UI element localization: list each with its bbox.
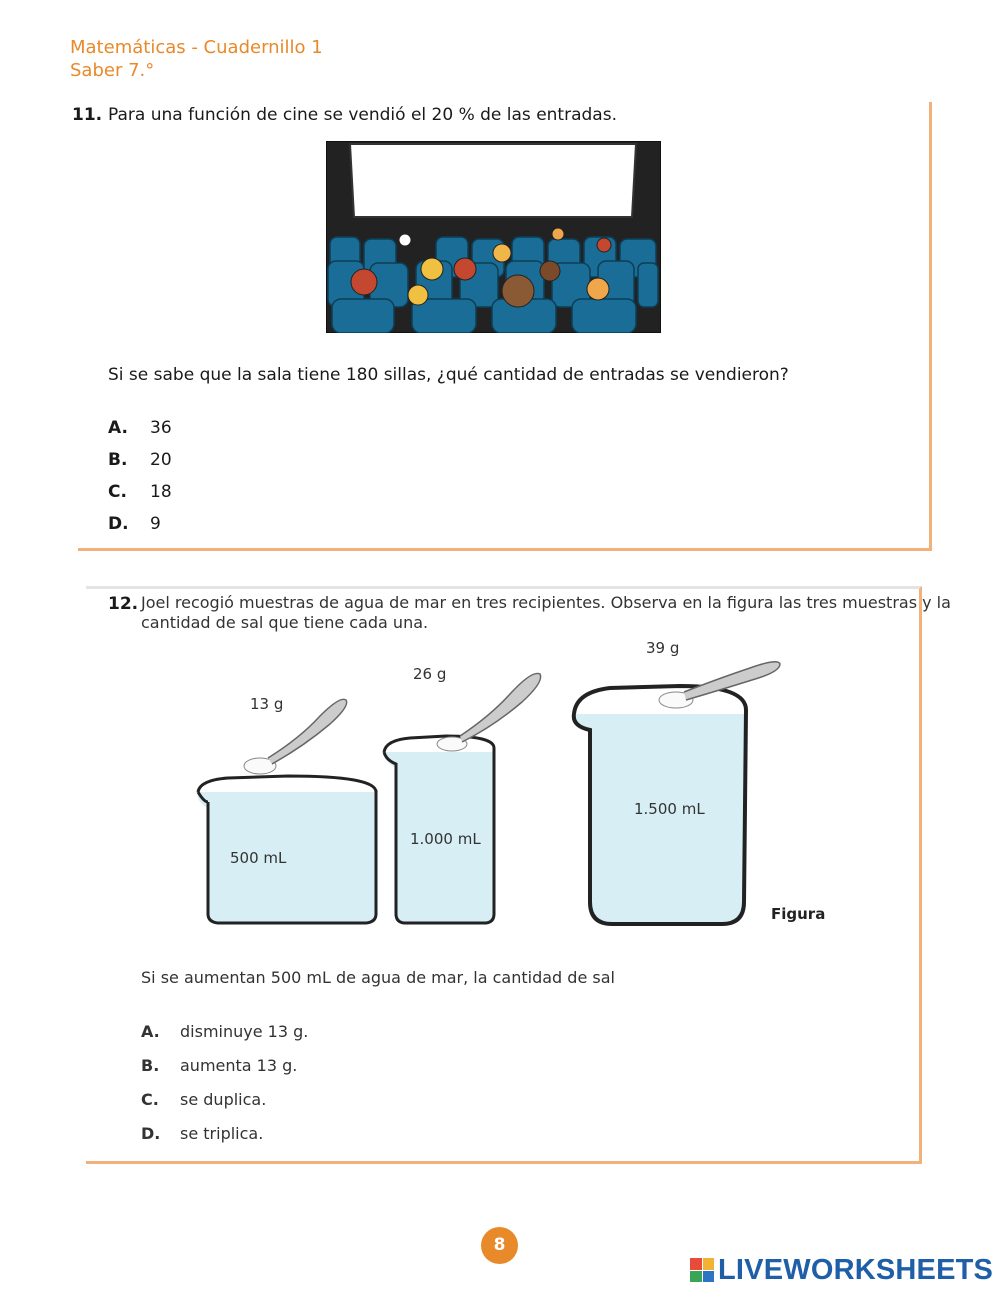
question-11-prompt: Para una función de cine se vendió el 20 % de las entradas.	[108, 105, 617, 125]
option-text: 20	[150, 450, 172, 470]
header-subject: Matemáticas - Cuadernillo 1	[70, 37, 323, 58]
beaker-1500-salt-label: 39 g	[646, 639, 680, 657]
liveworksheets-logo[interactable]	[690, 1252, 993, 1288]
option-letter: A.	[108, 418, 128, 438]
beaker-1000-salt-label: 26 g	[413, 665, 447, 683]
option-letter: D.	[141, 1124, 161, 1143]
option-text: aumenta 13 g.	[180, 1056, 298, 1075]
option-letter: B.	[108, 450, 128, 470]
question-11-option-d[interactable]	[108, 514, 161, 534]
option-text: se triplica.	[180, 1124, 264, 1143]
option-letter: A.	[141, 1022, 160, 1041]
option-letter: D.	[108, 514, 129, 534]
page-number-badge: 8	[481, 1227, 518, 1264]
question-12-option-a[interactable]	[141, 1022, 308, 1041]
question-12-prompt-line2: cantidad de sal que tiene cada una.	[141, 613, 429, 632]
question-11-stem: Si se sabe que la sala tiene 180 sillas, ¿qué cantidad de entradas se vendieron?	[108, 365, 789, 385]
beaker-1500-volume-label: 1.500 mL	[634, 800, 705, 818]
question-11-number: 11.	[72, 105, 103, 125]
question-12-number: 12.	[108, 594, 139, 614]
question-11-option-c[interactable]	[108, 482, 172, 502]
beaker-1000	[384, 673, 541, 924]
option-text: 36	[150, 418, 172, 438]
header-grade: Saber 7.°	[70, 60, 155, 81]
beaker-1000-volume-label: 1.000 mL	[410, 830, 481, 848]
beaker-500	[198, 699, 376, 924]
question-12-option-c[interactable]	[141, 1090, 266, 1109]
beaker-500-volume-label: 500 mL	[230, 849, 287, 867]
option-letter: C.	[108, 482, 127, 502]
question-12-option-b[interactable]	[141, 1056, 297, 1075]
beaker-1500	[573, 662, 780, 924]
option-letter: C.	[141, 1090, 159, 1109]
question-11-option-b[interactable]	[108, 450, 172, 470]
question-12-stem: Si se aumentan 500 mL de agua de mar, la cantidad de sal	[141, 968, 615, 987]
question-11-option-a[interactable]	[108, 418, 172, 438]
page-header	[70, 36, 323, 82]
option-text: disminuye 13 g.	[180, 1022, 309, 1041]
question-12-prompt-line1: Joel recogió muestras de agua de mar en tres recipientes. Observa en la figura las tres muestras y la	[141, 593, 951, 612]
option-letter: B.	[141, 1056, 160, 1075]
beaker-500-salt-label: 13 g	[250, 695, 284, 713]
cinema-illustration	[326, 141, 661, 333]
question-12-option-d[interactable]	[141, 1124, 263, 1143]
logo-text: LIVEWORKSHEETS	[718, 1253, 994, 1286]
option-text: 9	[150, 514, 161, 534]
option-text: 18	[150, 482, 172, 502]
logo-mark-icon	[690, 1258, 714, 1282]
figure-label: Figura	[771, 905, 826, 923]
beakers-figure	[180, 630, 860, 940]
option-text: se duplica.	[180, 1090, 267, 1109]
